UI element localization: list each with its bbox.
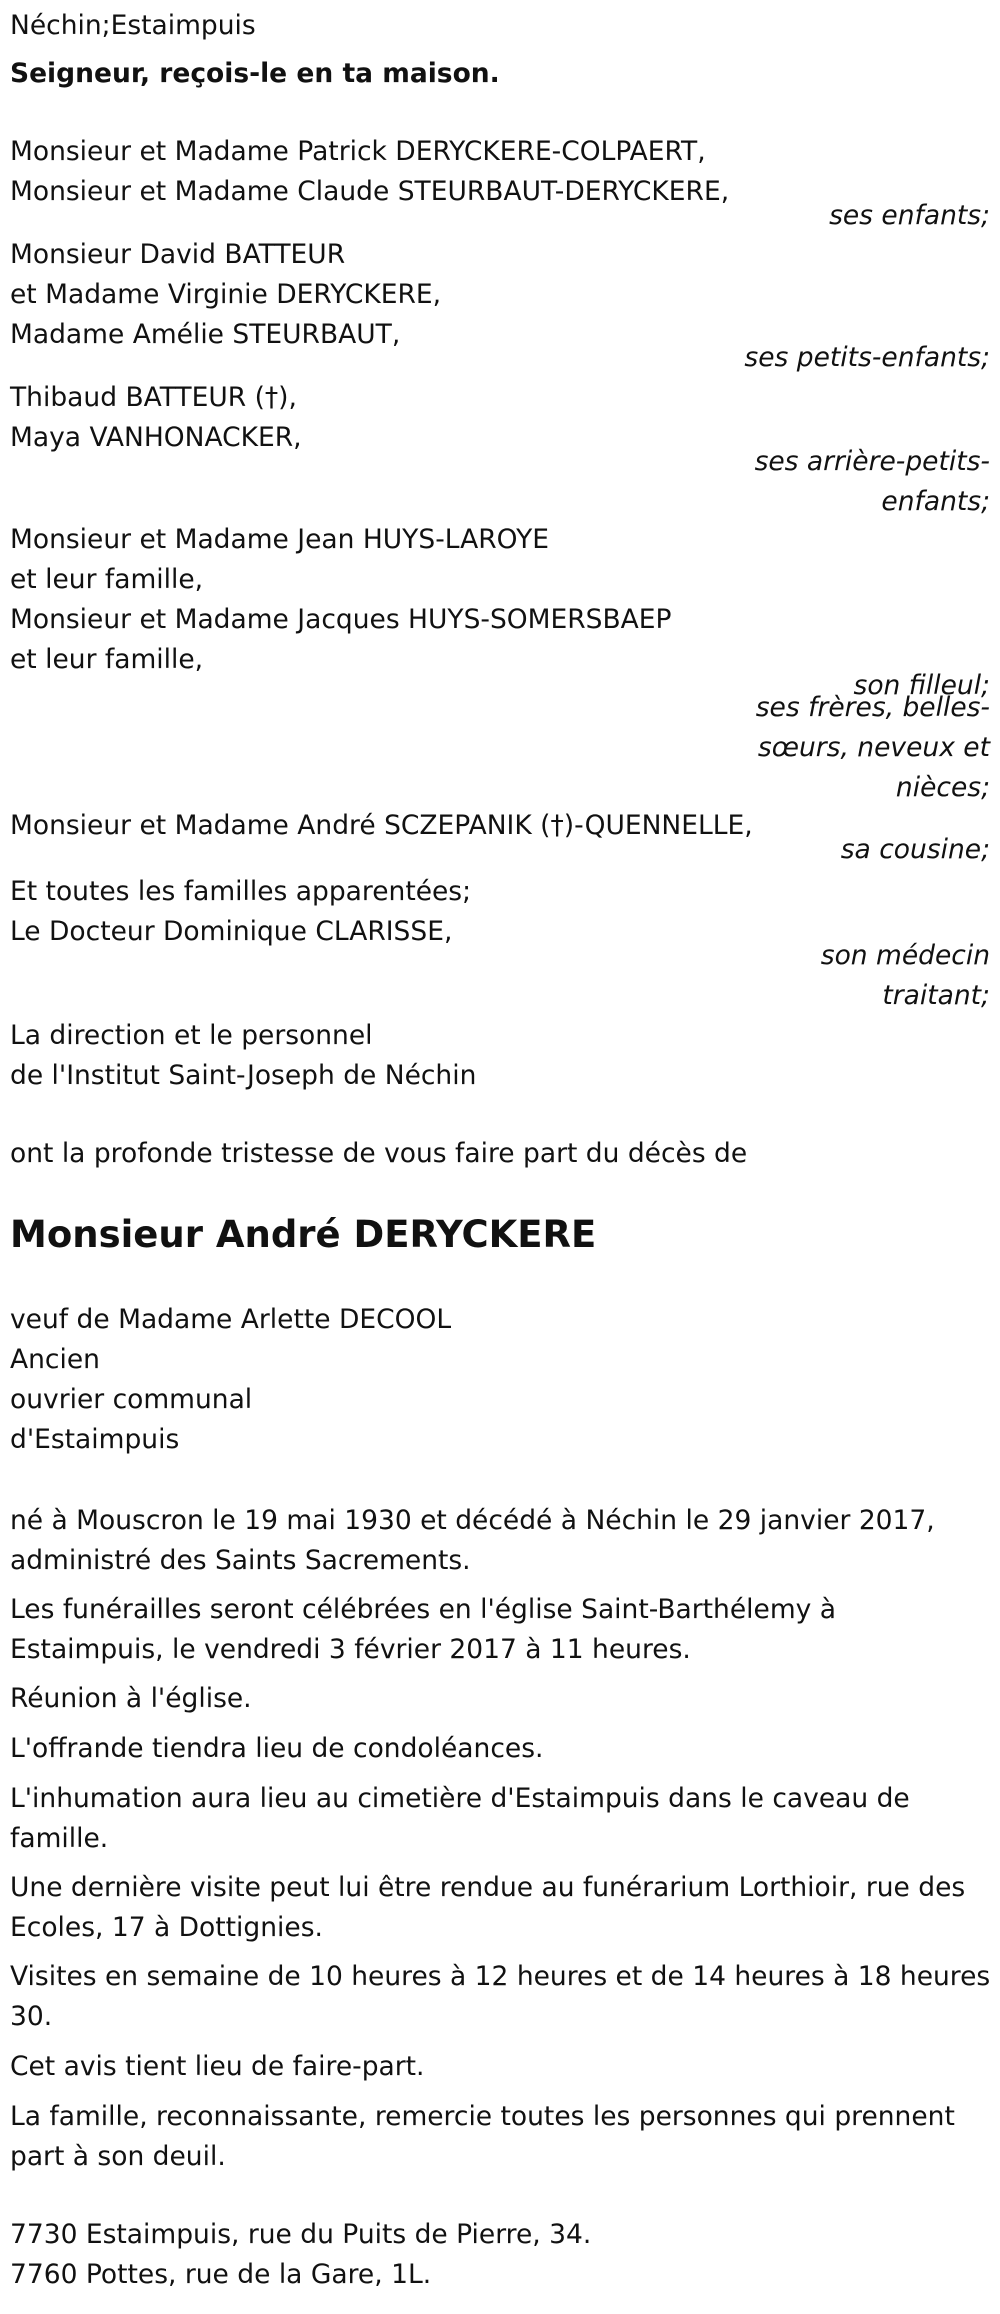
address-line: 7730 Estaimpuis, rue du Puits de Pierre, 34. [10, 2219, 592, 2250]
family-line: Thibaud BATTEUR (†), [10, 382, 297, 413]
deceased-name: Monsieur André DERYCKERE [10, 1213, 597, 1256]
paragraph-line: Estaimpuis, le vendredi 3 février 2017 à 11 heures. [10, 1634, 691, 1665]
relation-role: ses frères, belles- [755, 692, 990, 723]
paragraph-line: né à Mouscron le 19 mai 1930 et décédé à Néchin le 29 janvier 2017, [10, 1505, 935, 1536]
family-line: Monsieur David BATTEUR [10, 239, 346, 270]
relation-role: nièces; [895, 772, 990, 803]
paragraph-line: Visites en semaine de 10 heures à 12 heures et de 14 heures à 18 heures [10, 1961, 991, 1992]
paragraph-line: Les funérailles seront célébrées en l'église Saint-Barthélemy à [10, 1594, 836, 1625]
paragraph-line: L'inhumation aura lieu au cimetière d'Estaimpuis dans le caveau de [10, 1783, 910, 1814]
paragraph-line: Cet avis tient lieu de faire-part. [10, 2051, 425, 2082]
paragraph-line: administré des Saints Sacrements. [10, 1545, 471, 1576]
deceased-detail: veuf de Madame Arlette DECOOL [10, 1304, 452, 1335]
deceased-detail: d'Estaimpuis [10, 1424, 180, 1455]
relation-role: ses arrière-petits- [754, 446, 990, 477]
family-line: Le Docteur Dominique CLARISSE, [10, 916, 453, 947]
family-line: Monsieur et Madame Claude STEURBAUT-DERYCKERE, [10, 176, 730, 207]
verse: Seigneur, reçois-le en ta maison. [10, 58, 500, 89]
family-line: Monsieur et Madame Jean HUYS-LAROYE [10, 524, 550, 555]
paragraph-line: 30. [10, 2001, 53, 2032]
location-header: Néchin;Estaimpuis [10, 10, 256, 41]
relation-role: sœurs, neveux et [757, 732, 990, 763]
deceased-detail: Ancien [10, 1344, 100, 1375]
paragraph-line: Une dernière visite peut lui être rendue au funérarium Lorthioir, rue des [10, 1872, 966, 1903]
relation-role: sa cousine; [840, 834, 990, 865]
paragraph-line: L'offrande tiendra lieu de condoléances. [10, 1733, 544, 1764]
relation-role: ses enfants; [829, 200, 990, 231]
family-line: La direction et le personnel [10, 1020, 373, 1051]
relation-role: son médecin [820, 940, 990, 971]
family-line: et leur famille, [10, 644, 204, 675]
announcement: ont la profonde tristesse de vous faire part du décès de [10, 1138, 748, 1169]
relation-role: enfants; [881, 486, 990, 517]
paragraph-line: Réunion à l'église. [10, 1683, 252, 1714]
paragraph-line: part à son deuil. [10, 2141, 226, 2172]
family-line: Madame Amélie STEURBAUT, [10, 319, 401, 350]
relation-role: ses petits-enfants; [744, 342, 990, 373]
family-line: Maya VANHONACKER, [10, 422, 302, 453]
relation-role: traitant; [882, 980, 990, 1011]
paragraph-line: La famille, reconnaissante, remercie toutes les personnes qui prennent [10, 2101, 955, 2132]
paragraph-line: Ecoles, 17 à Dottignies. [10, 1912, 323, 1943]
family-line: Monsieur et Madame Jacques HUYS-SOMERSBAEP [10, 604, 672, 635]
family-line: et Madame Virginie DERYCKERE, [10, 279, 442, 310]
family-line: et leur famille, [10, 564, 204, 595]
family-line: Monsieur et Madame André SCZEPANIK (†)-QUENNELLE, [10, 810, 753, 841]
family-line: de l'Institut Saint-Joseph de Néchin [10, 1060, 477, 1091]
family-line: Monsieur et Madame Patrick DERYCKERE-COLPAERT, [10, 136, 706, 167]
family-line: Et toutes les familles apparentées; [10, 876, 472, 907]
deceased-detail: ouvrier communal [10, 1384, 253, 1415]
paragraph-line: famille. [10, 1823, 109, 1854]
relation-role: son filleul; [853, 670, 990, 701]
address-line: 7760 Pottes, rue de la Gare, 1L. [10, 2259, 432, 2290]
